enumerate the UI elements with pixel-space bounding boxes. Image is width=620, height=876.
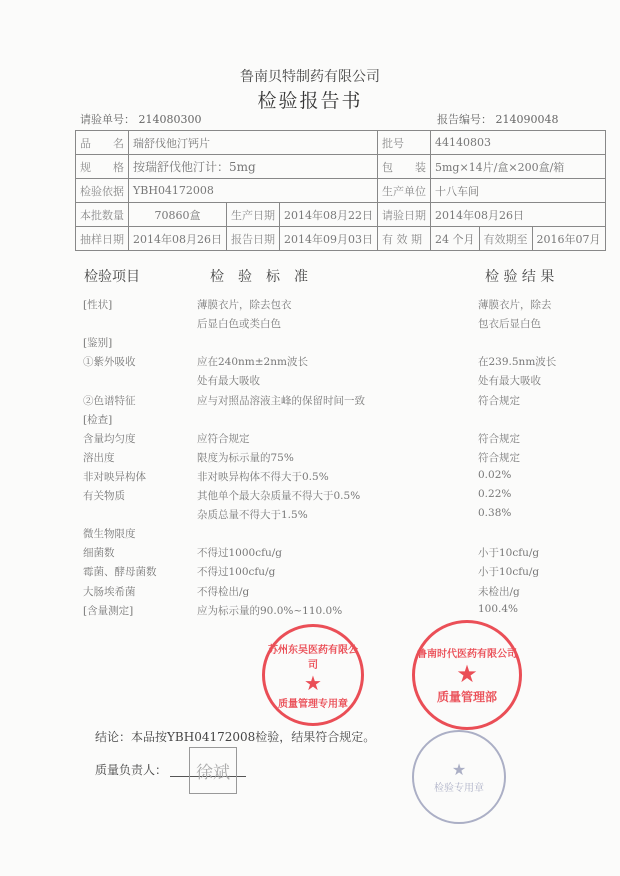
row-result: 100.4% [478,602,519,615]
red-stamp-right [412,620,522,730]
stamp-left-inner: 质量管理专用章 [278,698,348,710]
validity-value: 24 个月 [431,227,480,251]
table-row [76,155,606,179]
product-info-table [75,130,606,251]
row-standard: 处有最大吸收 [197,375,260,388]
qa-label: 质量负责人： [95,763,168,777]
expiry-label: 有效期至 [479,227,532,251]
row-standard: 应与对照品溶液主峰的保留时间一致 [197,394,365,407]
row-result: 薄膜衣片，除去 [478,299,552,311]
row-result: 未检出/g [478,585,520,598]
row-standard: 应符合规定 [197,432,250,445]
table-row [76,227,606,251]
row-standard: 限度为标示量的75% [197,451,294,464]
report-date-value: 2014年09月03日 [280,227,378,251]
row-item: [检查] [83,413,113,426]
table-row [76,203,606,227]
stamp-right-outer: 鲁南时代医药有限公司 [417,649,517,660]
qty-label: 本批数量 [76,203,129,227]
row-item: 有关物质 [83,490,125,502]
request-number-value: 214080300 [138,113,202,126]
row-result: 包衣后显白色 [478,318,541,331]
stamp-left-outer: 苏州东吴医药有限公司 [268,644,358,671]
report-number-label: 报告编号： [437,113,492,126]
row-standard: 应为标示量的90.0%~110.0% [197,604,343,617]
row-item: 溶出度 [83,451,115,464]
header-standard: 检 验 标 准 [210,269,308,285]
req-date-value: 2014年08月26日 [431,203,606,227]
row-item: 含量均匀度 [83,432,136,445]
report-date-label: 报告日期 [227,227,280,251]
row-result: 0.02% [478,468,512,481]
package-label: 包 装 [378,155,431,179]
row-item: 非对映异构体 [83,470,146,483]
header-item: 检验项目 [84,269,140,285]
stamp-gray-inner: 检验专用章 [434,783,484,794]
conclusion: 结论：本品按YBH04172008检验，结果符合规定。 [95,730,376,744]
unit-value: 十八车间 [431,179,606,203]
row-item: ②色谱特征 [83,394,136,407]
report-number-value: 214090048 [495,113,559,126]
expiry-value: 2016年07月 [532,227,605,251]
row-item: 大肠埃希菌 [83,585,136,598]
row-result: 符合规定 [478,451,520,464]
row-result: 0.22% [478,488,512,500]
row-standard: 不得检出/g [197,585,250,598]
stamp-right-inner: 质量管理部 [436,690,497,704]
row-item: [含量测定] [83,604,134,617]
row-standard: 杂质总量不得大于1.5% [197,509,308,522]
row-result: 处有最大吸收 [478,375,541,388]
row-standard: 应在240nm±2nm波长 [197,356,308,369]
request-number-label: 请验单号： [80,113,135,126]
sample-date-value: 2014年08月26日 [129,227,227,251]
table-row [76,131,606,155]
report-number [437,111,559,127]
star-icon: ★ [451,760,467,779]
row-item: 霉菌、酵母菌数 [83,566,157,579]
req-date-label: 请验日期 [378,203,431,227]
sample-date-label: 抽样日期 [76,227,129,251]
row-standard: 薄膜衣片，除去包衣 [197,299,292,311]
row-item: [性状] [83,299,113,311]
validity-label: 有 效 期 [378,227,431,251]
signature: 徐斌 [189,747,237,794]
row-item: ①紫外吸收 [83,356,136,369]
basis-value: YBH04172008 [129,179,378,203]
row-standard: 其他单个最大杂质量不得大于0.5% [197,490,361,502]
report-title: 检验报告书 [257,90,363,112]
batch-label: 批号 [378,131,431,155]
qty-value: 70860盒 [129,203,227,227]
row-result: 小于10cfu/g [478,547,540,560]
unit-label: 生产单位 [378,179,431,203]
row-item: 微生物限度 [83,528,136,541]
row-result: 0.38% [478,507,512,520]
prod-date-label: 生产日期 [227,203,280,227]
package-value: 5mg×14片/盒×200盒/箱 [431,155,606,179]
spec-value: 按瑞舒伐他汀计：5mg [129,155,378,179]
row-result: 符合规定 [478,394,520,407]
row-result: 小于10cfu/g [478,566,540,579]
table-row [76,179,606,203]
red-stamp-left [262,624,364,726]
header-result: 检 验 结 果 [485,269,555,285]
row-item: [鉴别] [83,337,113,350]
prod-date-value: 2014年08月22日 [280,203,378,227]
row-result: 在239.5nm波长 [478,356,557,369]
star-icon: ★ [456,660,478,688]
company-name: 鲁南贝特制药有限公司 [240,69,380,85]
gray-stamp [412,730,506,824]
row-standard: 后显白色或类白色 [197,318,281,331]
row-standard: 不得过1000cfu/g [197,547,283,560]
request-number [80,111,202,127]
product-label: 品 名 [76,131,129,155]
batch-value: 44140803 [431,131,606,155]
basis-label: 检验依据 [76,179,129,203]
spec-label: 规 格 [76,155,129,179]
product-value: 瑞舒伐他汀钙片 [129,131,378,155]
row-standard: 不得过100cfu/g [197,566,276,579]
row-standard: 非对映异构体不得大于0.5% [197,470,329,483]
row-item: 细菌数 [83,547,115,560]
row-result: 符合规定 [478,432,520,445]
star-icon: ★ [304,670,322,695]
